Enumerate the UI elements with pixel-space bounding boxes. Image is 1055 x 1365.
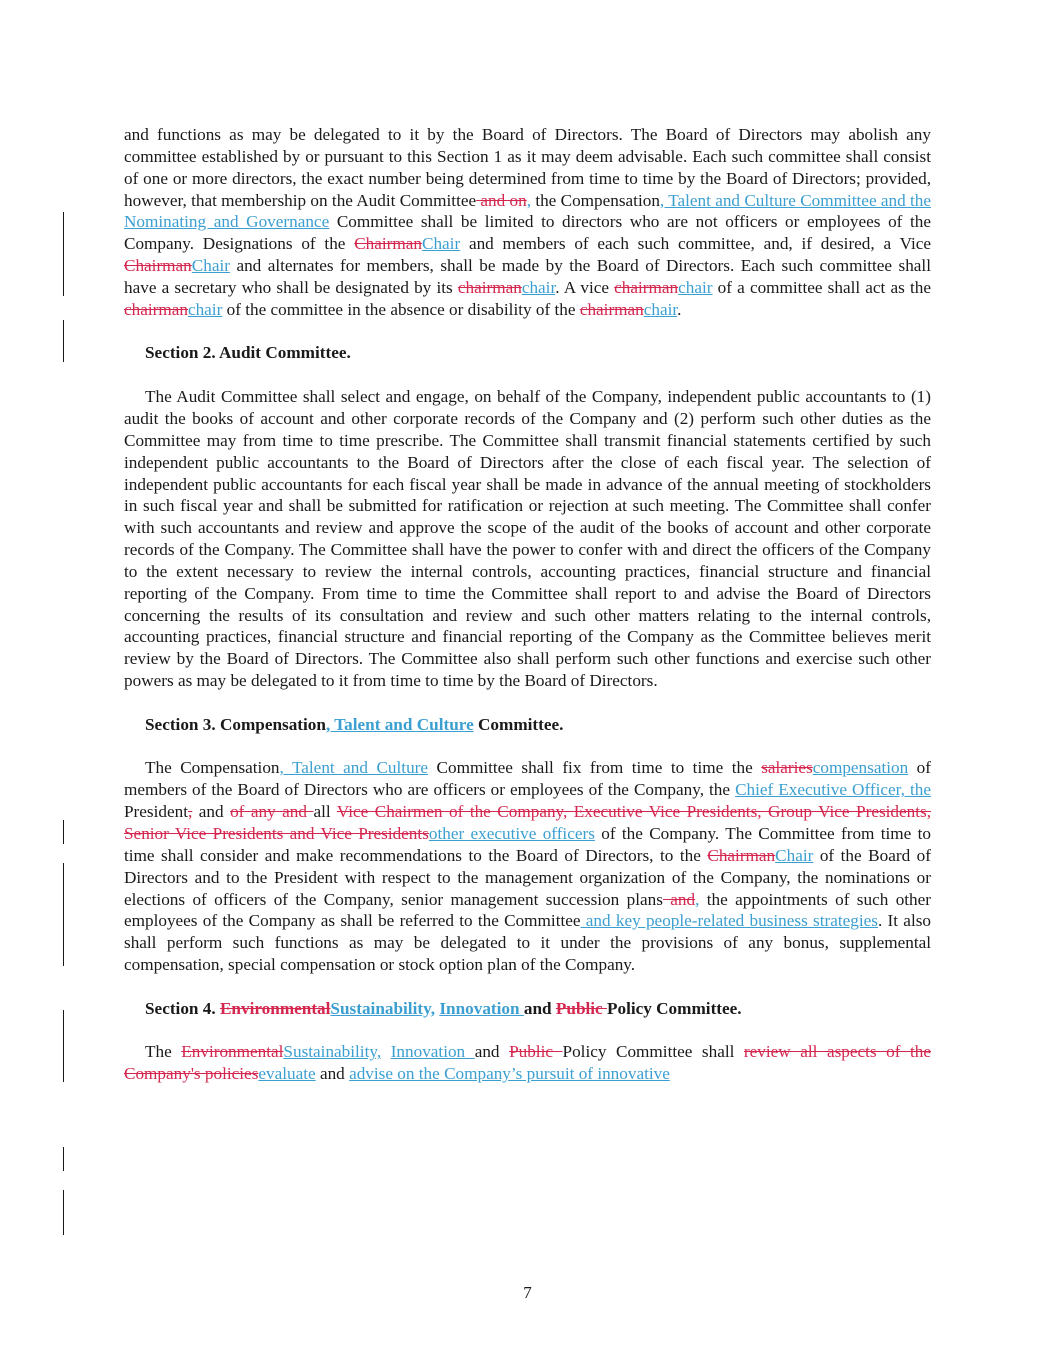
inserted-text: Chair (421, 234, 461, 254)
inserted-text: Chair (775, 845, 814, 865)
body-text: Committee shall be limited to directors who are not officers or employees of the Company. Designations of the (124, 212, 932, 254)
inserted-text: Chief Executive Officer, the (735, 780, 931, 800)
inserted-text: chair (678, 277, 713, 297)
body-text: President (124, 802, 188, 822)
body-text: the appointments of such other employees of the Company as shall be referred to the Committee (124, 889, 932, 931)
change-bar (63, 863, 64, 966)
body-text: all (313, 802, 337, 822)
inserted-text: chair (643, 299, 678, 319)
body-text (381, 1042, 391, 1061)
body-text: and (523, 998, 556, 1018)
inserted-text: advise on the Company’s pursuit of innovative (349, 1064, 670, 1084)
change-bar (63, 820, 64, 844)
deleted-text: , (187, 802, 193, 822)
deleted-text: review all aspects of the Company's policies (124, 1042, 931, 1084)
inserted-text: other executive officers (428, 824, 595, 843)
body-text: Section 2. Audit Committee. (145, 343, 351, 363)
inserted-text: compensation (812, 758, 909, 778)
section4-body (124, 1041, 931, 1085)
body-text: . It also shall perform such functions as may be delegated to it under the provisions of any bonus, supplemental compensation, special compensation or stock option plan of the Company. (124, 911, 931, 975)
section2-body (124, 386, 931, 692)
inserted-text: , Talent and Culture (325, 714, 474, 734)
inserted-text: chair (187, 299, 223, 319)
body-text: The (145, 1042, 182, 1062)
body-text: and (315, 1064, 350, 1084)
deleted-text: and (662, 889, 696, 909)
body-text: of the Board of Directors and to the President with respect to the management organization of the Company, the nominations or elections of officers of the Company, senior management succession plans (124, 845, 931, 909)
body-text: . (677, 299, 682, 319)
deleted-text: chairman (614, 277, 679, 297)
inserted-text: , (695, 889, 700, 909)
section1-continuation (124, 124, 931, 321)
inserted-text: Innovation (439, 998, 524, 1018)
body-text: of a committee shall act as the (712, 277, 931, 297)
deleted-text: chairman (579, 299, 644, 319)
deleted-text: Environmental (219, 998, 331, 1018)
inserted-text: Chair (191, 256, 230, 276)
deleted-text: Vice Chairmen of the Company, Executive Vice Presidents, Group Vice Presidents, Senior Vice Presidents and Vice Presidents (124, 802, 931, 843)
body-text: The Audit Committee shall select and engage, on behalf of the Company, independent public accountants to (1) audit the books of account and other corporate records of the Company and (2) perform such other duties as the Committee may from time to time prescribe. The Committee shall transmit financial statements certified by such independent public accountants to the Board of Directors after the close of each fiscal year. The selection of independent public accountants for each fiscal year shall be made in advance of the annual meeting of stockholders in such fiscal year and shall be submitted for ratification or rejection at such meeting. The Committee shall confer with such accountants and review and approve the scope of the audit of the books of account and other corporate records of the Company. The Committee shall have the power to confer with and direct the officers of the Company to the extent necessary to review the internal controls, accounting practices, financial structure and financial reporting of the Company. From time to time the Committee shall report to and advise the Board of Directors concerning the results of its consultation and review and such other matters relating to the internal controls, accounting practices, financial structure and financial reporting of the Company as the Committee believes merit review by the Board of Directors. The Committee also shall perform such other functions and exercise such other powers as may be delegated to it from time to time by the Board of Directors. (124, 387, 931, 691)
deleted-text: chairman (457, 277, 522, 297)
document-body (124, 124, 931, 1085)
inserted-text: Innovation (390, 1042, 475, 1062)
inserted-text: Sustainability, (330, 998, 436, 1018)
body-text: Committee. (473, 714, 564, 734)
deleted-text: Public (509, 1042, 563, 1062)
body-text: . A vice (555, 277, 615, 297)
section3-heading (124, 714, 931, 736)
change-bar (63, 1147, 64, 1171)
deleted-text: chairman (124, 299, 188, 319)
body-text: The Compensation (145, 758, 280, 778)
body-text: Section 4. (145, 998, 220, 1018)
deleted-text: Chairman (707, 845, 776, 865)
change-bar (63, 1010, 64, 1082)
section2-heading (124, 342, 931, 364)
change-bar (63, 320, 64, 362)
section4-heading (124, 998, 931, 1020)
change-bar (63, 1190, 64, 1235)
inserted-text: evaluate (258, 1064, 316, 1084)
body-text: of members of the Board of Directors who are officers or employees of the Company, the (124, 758, 932, 800)
body-text: and members of each such committee, and, if desired, a Vice (460, 234, 931, 254)
inserted-text: Sustainability, (283, 1042, 382, 1062)
change-bar (63, 212, 64, 296)
deleted-text: Chairman (354, 234, 422, 254)
body-text: and (192, 802, 231, 822)
section3-body (124, 757, 931, 975)
body-text: and functions as may be delegated to it by the Board of Directors. The Board of Directors may abolish any committee established by or pursuant to this Section 1 as it may deem advisable. Each such committee shall consist of one or more directors, the exact number being determined from time to time by the Board of Directors; provided, however, that membership on the Audit Committee (124, 125, 931, 210)
body-text: the Compensation (531, 190, 660, 210)
body-text: of the Company. The Committee from time to time shall consider and make recommendations to the Board of Directors, to the (124, 824, 932, 865)
inserted-text: , Talent and Culture (279, 758, 429, 778)
body-text: and (474, 1042, 510, 1062)
body-text: Policy Committee. (606, 998, 742, 1018)
inserted-text: and key people-related business strategies (580, 911, 878, 931)
deleted-text: Environmental (181, 1042, 284, 1062)
inserted-text: , (526, 190, 532, 210)
body-text: Section 3. Compensation (145, 714, 326, 734)
body-text: and alternates for members, shall be made by the Board of Directors. Each such committee shall have a secretary who shall be designated by its (124, 256, 931, 297)
deleted-text: Chairman (124, 256, 192, 276)
page-number: 7 (523, 1283, 532, 1302)
deleted-text: and on (476, 190, 527, 210)
inserted-text: , Talent and Culture Committee and the Nominating and Governance (124, 190, 931, 232)
deleted-text: Public (555, 998, 607, 1018)
inserted-text: chair (521, 277, 556, 297)
deleted-text: of any and (230, 802, 314, 822)
body-text: Policy Committee shall (562, 1042, 744, 1062)
deleted-text: salaries (761, 758, 813, 778)
body-text: of the committee in the absence or disability of the (222, 299, 580, 319)
body-text: Committee shall fix from time to time the (428, 758, 762, 778)
